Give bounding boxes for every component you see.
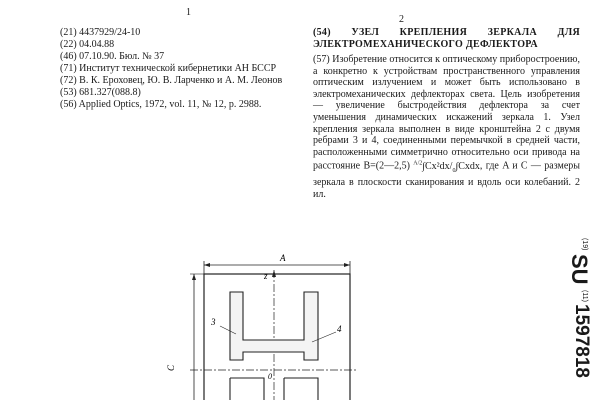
biblio-references: (56) Applied Optics, 1972, vol. 11, № 12, р. 2988. [60,99,262,110]
bibliographic-data [60,27,305,111]
mirror-mount-drawing [160,250,360,400]
dimension-c-label: C [166,364,176,371]
formula [413,161,480,172]
mirror-outline [204,274,350,400]
abstract-block [313,27,580,200]
abstract-part-2: , где A и C — размеры зеркала в плоскости сканирования и вдоль оси колебаний. 2 ил. [313,160,580,200]
number-tag: (11) [581,290,588,302]
z-axis-label: z [264,271,268,281]
formula-limit-upper: A/2 [413,160,423,167]
column-number-right: 2 [399,14,404,25]
dimension-a-arrow-left [204,263,210,267]
biblio-applicant: (71) Институт технической кибернетики АН БССР [60,63,277,74]
formula-integral-2: ∫Cxdx [455,160,480,172]
column-number-left: 1 [186,7,191,18]
dimension-a-label: A [280,253,286,263]
document-code [566,238,596,403]
rib-4-label: 4 [337,324,342,334]
dimension-a-arrow-right [344,263,350,267]
country-code: SU [567,254,592,285]
biblio-application-number: (21) 4437929/24-10 [60,27,141,38]
invention-title: (54) УЗЕЛ КРЕПЛЕНИЯ ЗЕРКАЛА ДЛЯ ЭЛЕКТРОМЕХАНИЧЕСКОГО ДЕФЛЕКТОРА [313,27,580,50]
patent-number: 1597818 [571,304,592,378]
dimension-c-arrow-top [192,274,196,280]
biblio-inventors: (72) В. К. Ероховец, Ю. В. Ларченко и А. М. Леонов [60,75,283,86]
rib-3-label: 3 [211,317,216,327]
country-tag: (19) [581,238,588,251]
biblio-filing-date: (22) 04.04.88 [60,39,115,50]
formula-integral-1: ∫Cx²dx/ [422,160,453,172]
abstract-text [313,54,580,200]
biblio-udc: (53) 681.327(088.8) [60,87,141,98]
lower-rib-right [284,378,318,400]
biblio-publication: (46) 07.10.90. Бюл. № 37 [60,51,165,62]
formula-limit-lower: 0 [452,167,456,174]
origin-label: 0 [268,372,272,381]
lower-rib-left [230,378,264,400]
abstract-part-1: (57) Изобретение относится к оптическому приборостроению, а конкретно к устройствам пространственного управления оптическим излучением и может быть использовано в электромеханических дефлекторах света. Цель изобретения — увеличение быстродействия дефлектора за счет уменьшения динамических искажений зеркала 1. Узел крепления зеркала выполнен в виде кронштейна 2 с двумя ребрами 3 и 4, соединенными перемычкой в средней части, расположенными симметрично относительно оси привода на расстояние B=(2—2,5) [313,54,580,172]
